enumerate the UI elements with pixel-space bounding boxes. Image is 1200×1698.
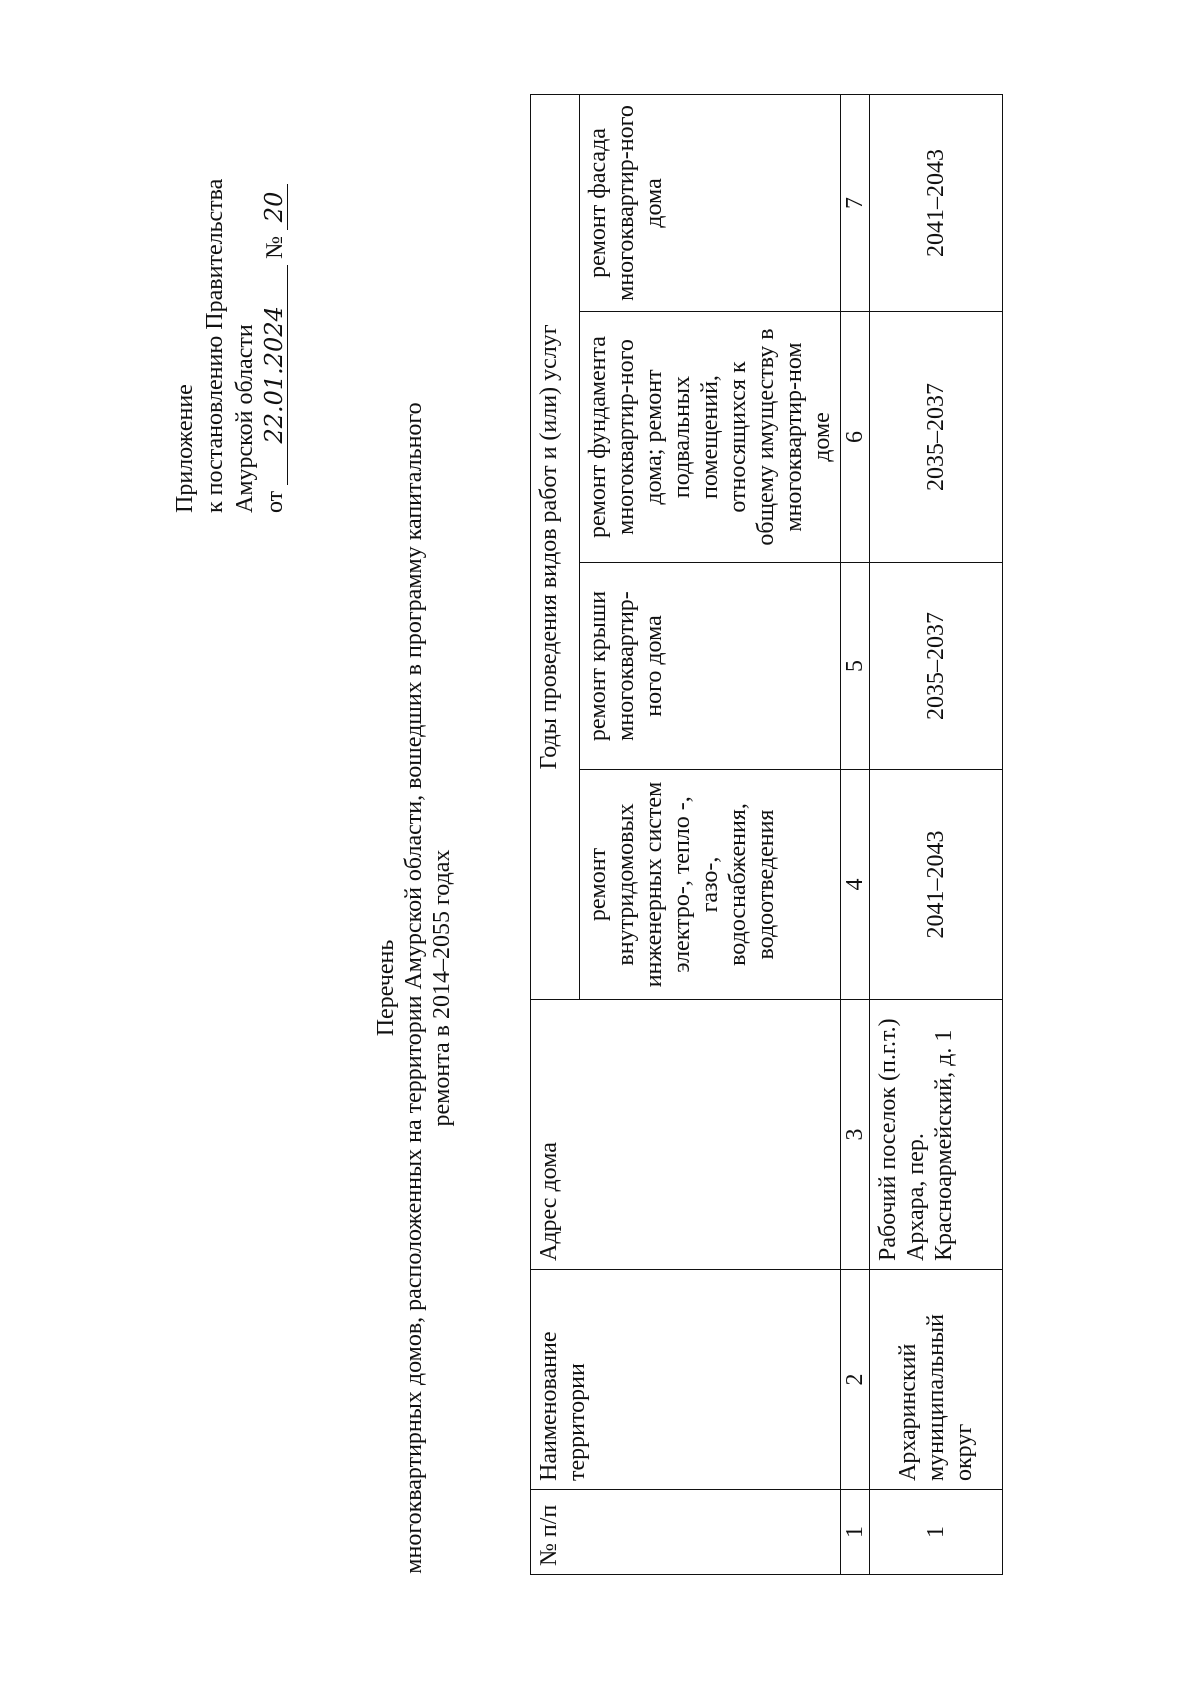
row-years-engineering: 2041–2043 <box>870 770 1003 1000</box>
column-number: 2 <box>841 1270 870 1490</box>
row-years-roof: 2035–2037 <box>870 563 1003 770</box>
header-work-type: ремонт внутридомовых инженерных систем электро-, тепло -, газо-, водоснабжения, водоотведения <box>580 770 841 1000</box>
from-label: от <box>262 490 288 513</box>
document-title <box>372 398 456 1578</box>
appendix-date-line <box>260 93 290 513</box>
handwritten-number: 20 <box>261 184 288 230</box>
row-address: Рабочий поселок (п.г.т.) Архара, пер. Красноармейский, д. 1 <box>870 1000 1003 1270</box>
row-territory: Архаринский муниципальный округ <box>870 1270 1003 1490</box>
header-work-type: ремонт крыши многоквартир-ного дома <box>580 563 841 770</box>
column-number: 5 <box>841 563 870 770</box>
column-number: 1 <box>841 1490 870 1575</box>
appendix-line-1: Приложение <box>172 384 198 513</box>
column-number: 4 <box>841 770 870 1000</box>
table-row <box>870 94 1003 1574</box>
column-number: 3 <box>841 1000 870 1270</box>
header-row <box>531 94 580 1574</box>
appendix-block <box>170 93 290 513</box>
title-line-1: Перечень <box>373 939 399 1037</box>
column-number: 6 <box>841 312 870 563</box>
number-label: № <box>262 235 288 259</box>
appendix-line-3: Амурской области <box>232 324 258 513</box>
appendix-line-2: к постановлению Правительства <box>202 178 228 513</box>
column-number: 7 <box>841 94 870 311</box>
title-line-3: ремонта в 2014–2055 годах <box>429 849 455 1127</box>
header-num: № п/п <box>531 1490 841 1575</box>
buildings-table <box>530 94 1003 1575</box>
row-years-facade: 2041–2043 <box>870 94 1003 311</box>
header-territory: Наименование территории <box>531 1270 841 1490</box>
title-line-2: многоквартирных домов, расположенных на территории Амурской области, вошедших в программу капитального <box>401 402 427 1574</box>
header-address: Адрес дома <box>531 1000 841 1270</box>
header-work-type: ремонт фасада многоквартир-ного дома <box>580 94 841 311</box>
column-number-row <box>841 94 870 1574</box>
header-work-type: ремонт фундамента многоквартир-ного дома; ремонт подвальных помещений, относящихся к общему имуществу в многоквартир-ном доме <box>580 312 841 563</box>
row-years-foundation: 2035–2037 <box>870 312 1003 563</box>
row-num: 1 <box>870 1490 1003 1575</box>
handwritten-date: 22.01.2024 <box>261 265 288 485</box>
header-years-group: Годы проведения видов работ и (или) услуг <box>531 94 580 999</box>
